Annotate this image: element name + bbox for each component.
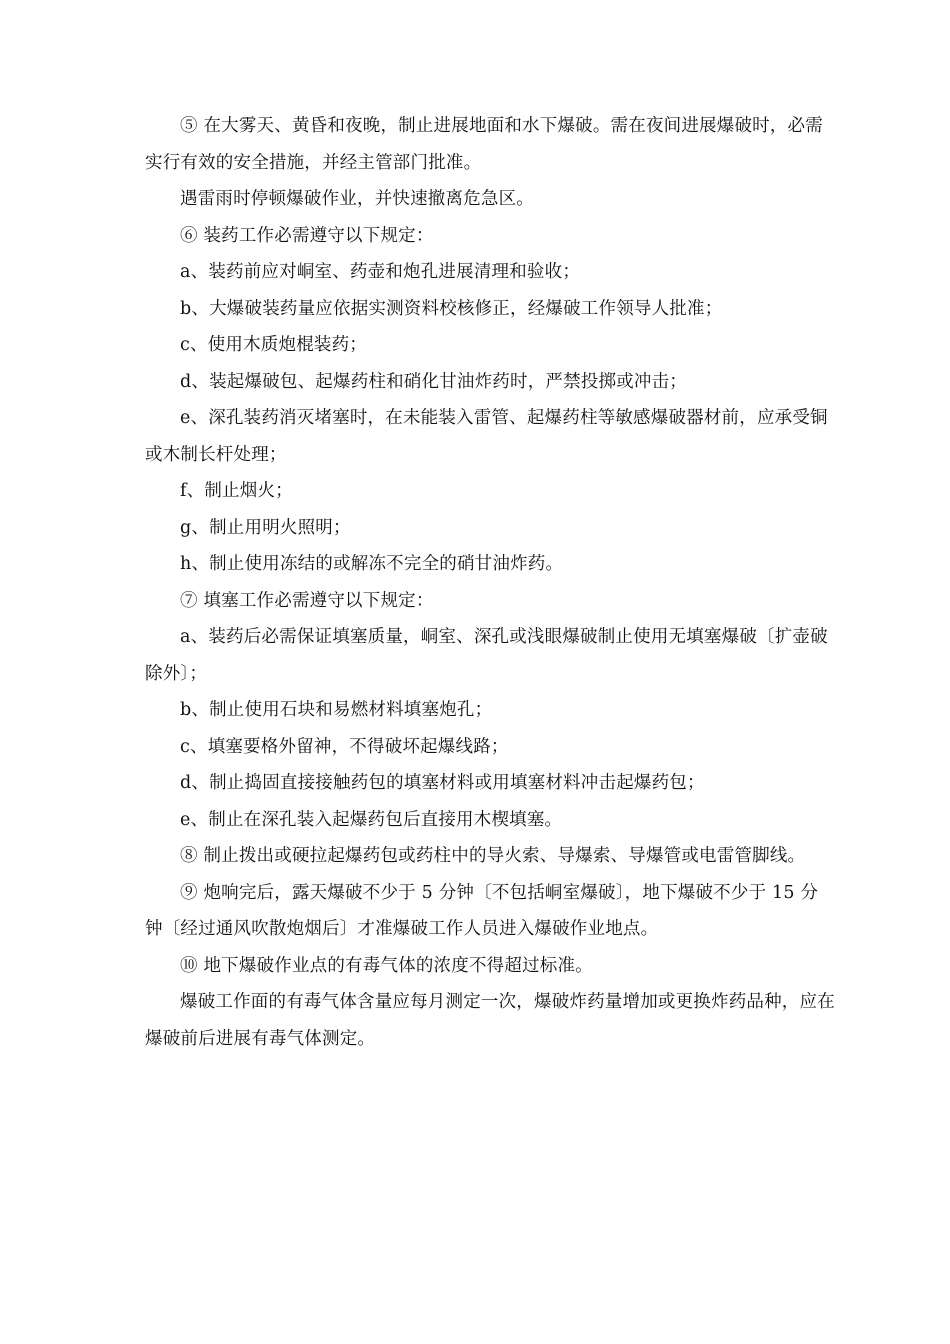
list-item-stemming-c: c、填塞要格外留神，不得破坏起爆线路； xyxy=(180,736,509,757)
paragraph-toxic-gas-limit: ⑩ 地下爆破作业点的有毒气体的浓度不得超过标准。 xyxy=(180,955,593,976)
list-item-charging-d: d、装起爆破包、起爆药柱和硝化甘油炸药时，严禁投掷或冲击； xyxy=(180,371,688,392)
list-item-charging-b: b、大爆破装药量应依据实测资料校核修正，经爆破工作领导人批准； xyxy=(180,298,723,319)
paragraph-post-blast-wait: ⑨ 炮响完后，露天爆破不少于 5 分钟〔不包括峒室爆破〕，地下爆破不少于 15 分钟〔经过通风吹散炮烟后〕才准爆破工作人员进入爆破作业地点。 xyxy=(145,882,819,939)
list-item-charging-e: e、深孔装药消灭堵塞时，在未能装入雷管、起爆药柱等敏感爆破器材前，应承受铜或木制长杆处理； xyxy=(145,408,828,465)
list-item-stemming-a: a、装药后必需保证填塞质量，峒室、深孔或浅眼爆破制止使用无填塞爆破〔扩壶破除外〕； xyxy=(145,627,828,684)
list-item-stemming-e: e、制止在深孔装入起爆药包后直接用木楔填塞。 xyxy=(180,809,563,830)
list-item-charging-f: f、制止烟火； xyxy=(180,481,293,501)
list-item-stemming-d: d、制止捣固直接接触药包的填塞材料或用填塞材料冲击起爆药包； xyxy=(180,773,705,793)
list-item-charging-g: g、制止用明火照明； xyxy=(180,517,351,538)
list-item-stemming-b: b、制止使用石块和易燃材料填塞炮孔； xyxy=(180,700,493,720)
paragraph-stemming-rules-heading: ⑦ 填塞工作必需遵守以下规定： xyxy=(180,590,434,611)
list-item-charging-c: c、使用木质炮棍装药； xyxy=(180,335,368,355)
paragraph-thunderstorm: 遇雷雨时停顿爆破作业，并快速撤离危急区。 xyxy=(180,189,534,209)
list-item-charging-h: h、制止使用冻结的或解冻不完全的硝甘油炸药。 xyxy=(180,554,564,574)
paragraph-blasting-weather: ⑤ 在大雾天、黄昏和夜晚，制止进展地面和水下爆破。需在夜间进展爆破时，必需实行有效的安全措施，并经主管部门批准。 xyxy=(145,116,823,173)
list-item-charging-a: a、装药前应对峒室、药壶和炮孔进展清理和验收； xyxy=(180,262,581,282)
document-body xyxy=(145,108,835,1057)
paragraph-charging-rules-heading: ⑥ 装药工作必需遵守以下规定： xyxy=(180,225,434,246)
paragraph-toxic-gas-testing: 爆破工作面的有毒气体含量应每月测定一次，爆破炸药量增加或更换炸药品种，应在爆破前后进展有毒气体测定。 xyxy=(145,992,835,1049)
paragraph-no-pulling-detonators: ⑧ 制止拨出或硬拉起爆药包或药柱中的导火索、导爆索、导爆管或电雷管脚线。 xyxy=(180,846,806,866)
